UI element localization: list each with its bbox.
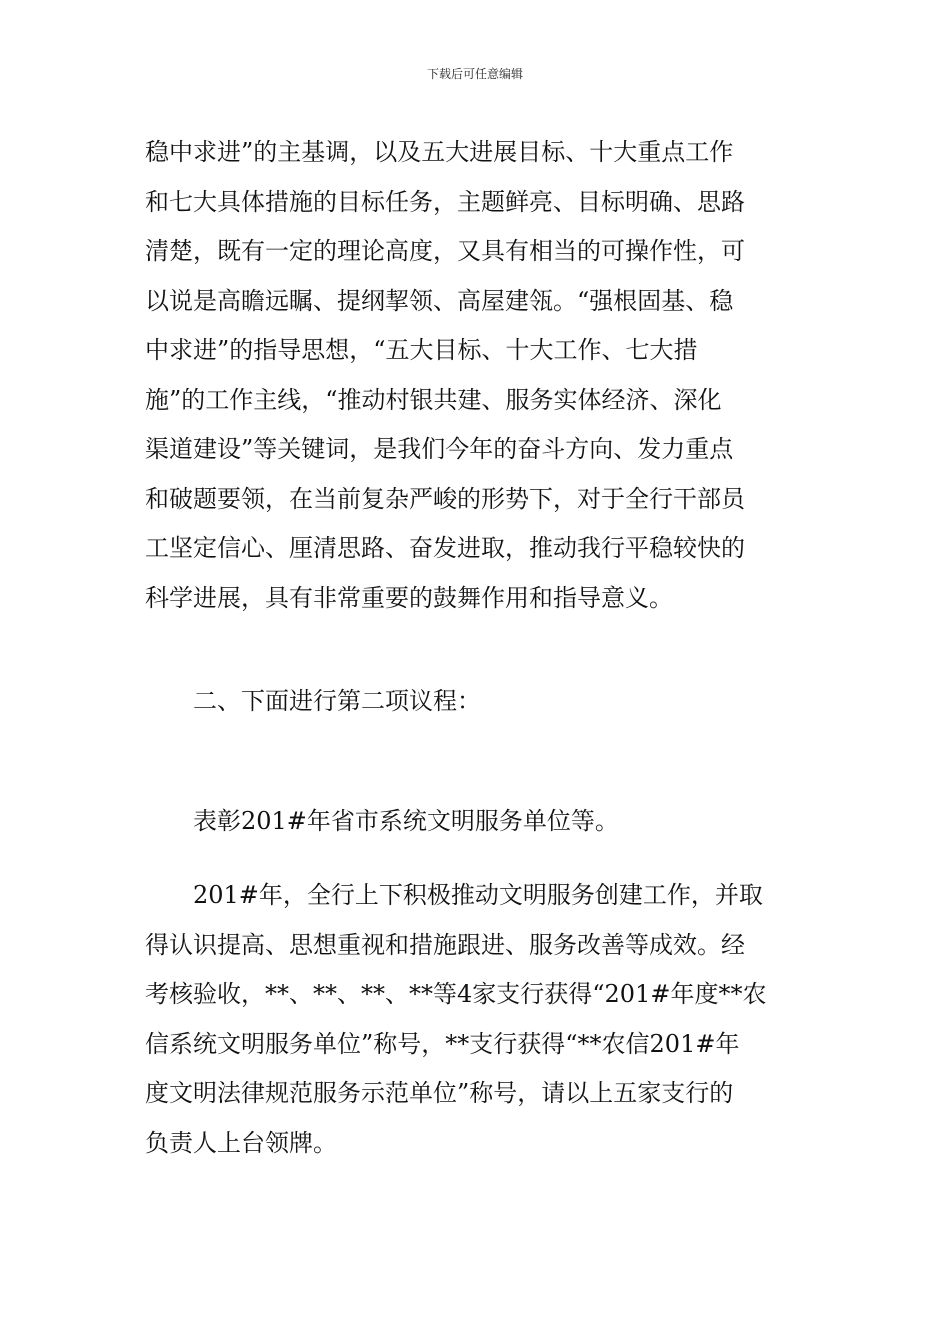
text-line: 科学进展，具有非常重要的鼓舞作用和指导意义。 (145, 583, 673, 612)
text-line: 表彰201#年省市系统文明服务单位等。 (193, 807, 619, 835)
text-line: 负责人上台领牌。 (145, 1128, 337, 1157)
paragraph-award-details (145, 871, 810, 1168)
text-line: 以说是高瞻远瞩、提纲挈领、高屋建瓴。“强根固基、稳 (145, 286, 734, 315)
heading-text: 二、下面进行第二项议程： (193, 687, 481, 715)
text-line: 工坚定信心、厘清思路、奋发进取，推动我行平稳较快的 (145, 534, 745, 562)
agenda-heading (145, 677, 810, 727)
page-header: 下载后可任意编辑 (426, 67, 523, 81)
text-line: 中求进”的指导思想，“五大目标、十大工作、七大措 (145, 336, 698, 364)
text-line: 渠道建设”等关键词，是我们今年的奋斗方向、发力重点 (145, 435, 734, 463)
paragraph-commendation (145, 797, 810, 847)
text-line: 信系统文明服务单位”称号，**支行获得“**农信201#年 (145, 1029, 740, 1058)
text-line: 考核验收，**、**、**、**等4家支行获得“201#年度**农 (145, 980, 767, 1008)
text-line: 稳中求进”的主基调，以及五大进展目标、十大重点工作 (145, 138, 734, 166)
text-line: 施”的工作主线，“推动村银共建、服务实体经济、深化 (145, 385, 722, 414)
text-line: 得认识提高、思想重视和措施跟进、服务改善等成效。经 (145, 930, 745, 959)
text-line: 和破题要领，在当前复杂严峻的形势下，对于全行干部员 (145, 484, 745, 513)
paragraph-summary (145, 128, 810, 623)
text-line: 201#年，全行上下积极推动文明服务创建工作，并取 (193, 881, 763, 909)
text-line: 和七大具体措施的目标任务，主题鲜亮、目标明确、思路 (145, 187, 745, 216)
text-line: 度文明法律规范服务示范单位”称号，请以上五家支行的 (145, 1079, 734, 1107)
text-line: 清楚，既有一定的理论高度，又具有相当的可操作性，可 (145, 237, 745, 265)
